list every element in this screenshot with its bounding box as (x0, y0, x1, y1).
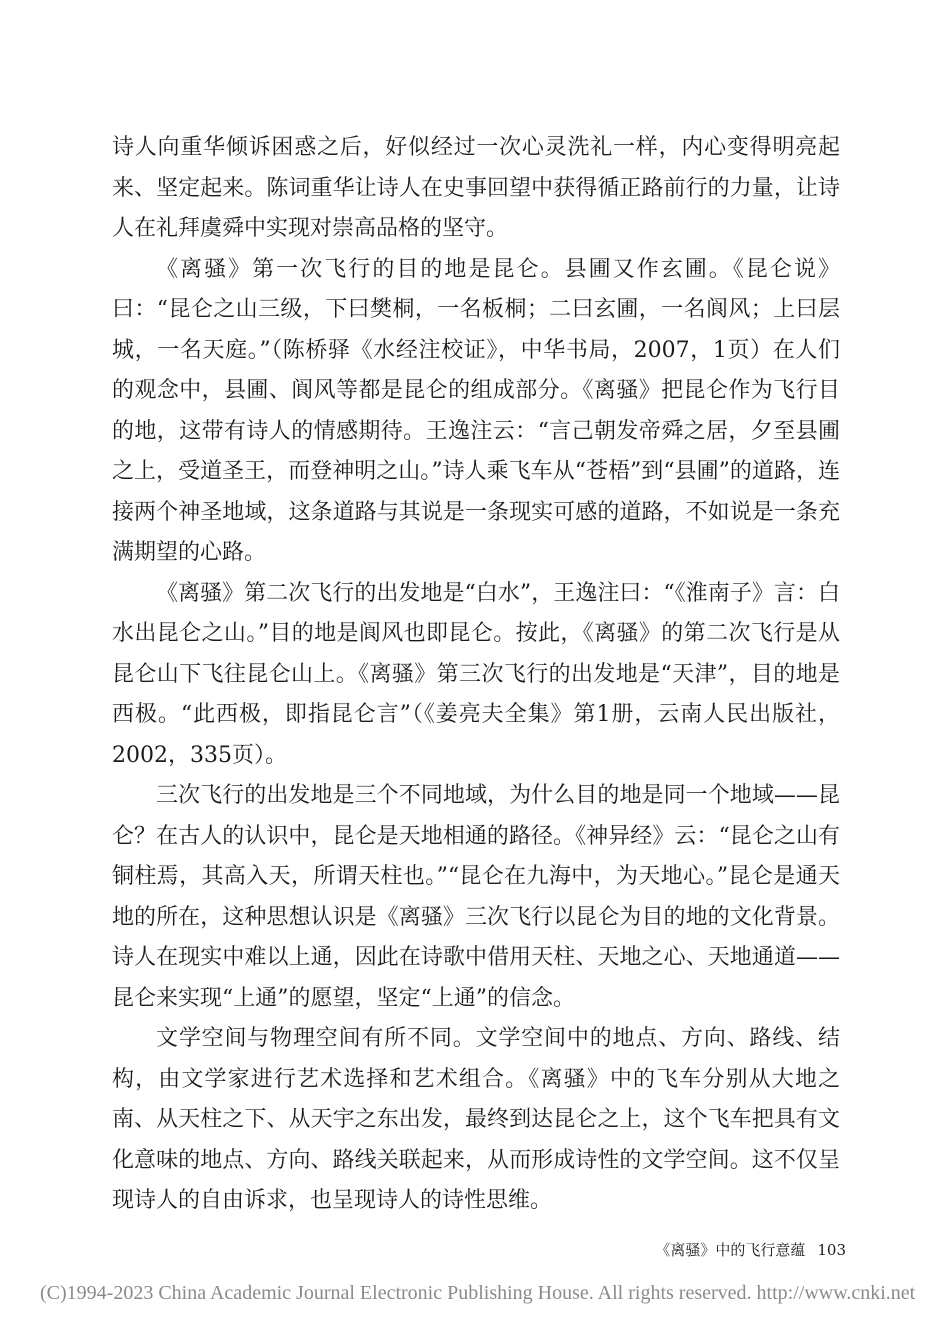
article-body (112, 128, 840, 1222)
copyright-watermark: (C)1994-2023 China Academic Journal Electronic Publishing House. All rights reserved. http://www.cnki.net (40, 1282, 916, 1304)
page-number: 103 (817, 1241, 846, 1259)
paragraph-1: 诗人向重华倾诉困惑之后，好似经过一次心灵洗礼一样，内心变得明亮起来、坚定起来。陈词重华让诗人在史事回望中获得循正路前行的力量，让诗人在礼拜虞舜中实现对崇高品格的坚守。 (112, 135, 840, 241)
paragraph-4: 三次飞行的出发地是三个不同地域，为什么目的地是同一个地域——昆仑？在古人的认识中，昆仑是天地相通的路径。《神异经》云：“昆仑之山有铜柱焉，其高入天，所谓天柱也。”“昆仑在九海中，为天地心。”昆仑是通天地的所在，这种思想认识是《离骚》三次飞行以昆仑为目的地的文化背景。诗人在现实中难以上通，因此在诗歌中借用天柱、天地之心、天地通道——昆仑来实现“上通”的愿望，坚定“上通”的信念。 (112, 783, 840, 1011)
paragraph-3: 《离骚》第二次飞行的出发地是“白水”，王逸注曰：“《淮南子》言：白水出昆仑之山。”目的地是阆风也即昆仑。按此，《离骚》的第二次飞行是从昆仑山下飞往昆仑山上。《离骚》第三次飞行的出发地是“天津”，目的地是西极。“此西极，即指昆仑言”（《姜亮夫全集》第1册，云南人民出版社，2002，335页）。 (112, 580, 840, 768)
running-title: 《离骚》中的飞行意蕴 (655, 1241, 806, 1259)
paragraph-2: 《离骚》第一次飞行的目的地是昆仑。县圃又作玄圃。《昆仑说》曰：“昆仑之山三级，下曰樊桐，一名板桐；二曰玄圃，一名阆风；上曰层城，一名天庭。”（陈桥驿《水经注校证》，中华书局，2007，1页）在人们的观念中，县圃、阆风等都是昆仑的组成部分。《离骚》把昆仑作为飞行目的地，这带有诗人的情感期待。王逸注云：“言己朝发帝舜之居，夕至县圃之上，受道圣王，而登神明之山。”诗人乘飞车从“苍梧”到“县圃”的道路，连接两个神圣地域，这条道路与其说是一条现实可感的道路，不如说是一条充满期望的心路。 (112, 256, 840, 565)
page-footer (655, 1239, 846, 1260)
paragraph-5: 文学空间与物理空间有所不同。文学空间中的地点、方向、路线、结构，由文学家进行艺术选择和艺术组合。《离骚》中的飞车分别从大地之南、从天柱之下、从天宇之东出发，最终到达昆仑之上，这个飞车把具有文化意味的地点、方向、路线关联起来，从而形成诗性的文学空间。这不仅呈现诗人的自由诉求，也呈现诗人的诗性思维。 (112, 1026, 840, 1213)
